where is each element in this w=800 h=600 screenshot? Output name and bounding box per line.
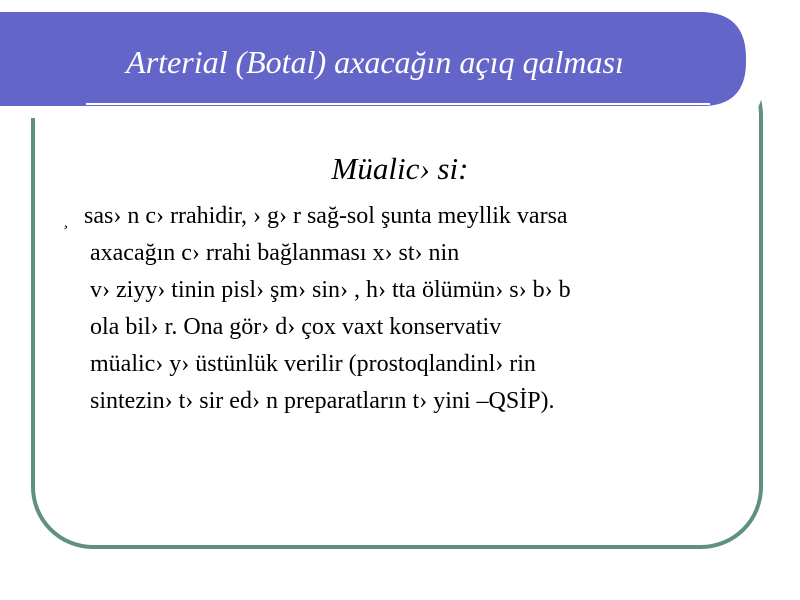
body-line: v› ziyy› tinin pisl› şm› sin› , h› tta ölümün› s› b› b — [90, 277, 571, 303]
body-line: sas› n c› rrahidir, › g› r sağ-sol şunta meyllik varsa — [84, 203, 568, 229]
body-line: ola bil› r. Ona gör› d› çox vaxt konservativ — [90, 314, 502, 340]
body-paragraph — [63, 198, 750, 420]
title-underline — [86, 103, 710, 105]
bullet-icon: ¸ — [63, 212, 69, 229]
body-line: axacağın c› rrahi bağlanması x› st› nin — [90, 240, 460, 266]
section-heading: Müalic› si: — [331, 151, 469, 186]
body-line: sintezin› t› sir ed› n preparatların t› yini –QSİP). — [90, 388, 555, 414]
slide-title: Arterial (Botal) axacağın açıq qalması — [126, 44, 624, 80]
body-line: müalic› y› üstünlük verilir (prostoqlandinl› rin — [90, 351, 536, 377]
